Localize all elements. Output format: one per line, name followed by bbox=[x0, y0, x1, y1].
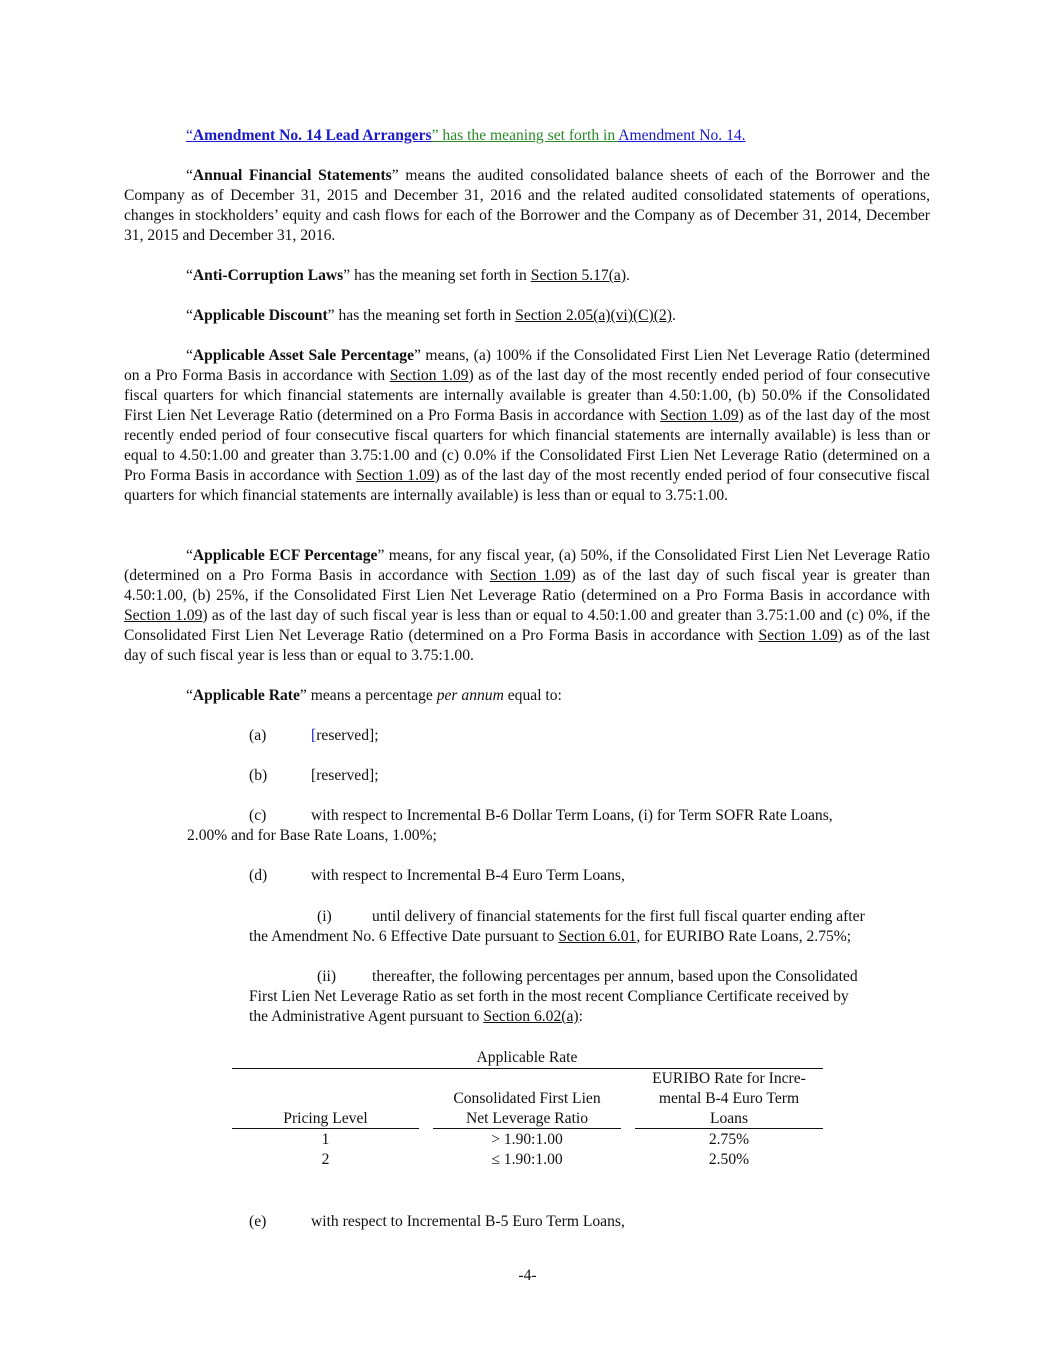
clause-text: with respect to Incremental B-4 Euro Term Loans, bbox=[311, 867, 625, 884]
clause-label: (b) bbox=[249, 767, 268, 784]
definition-amendment-14-lead-arrangers bbox=[124, 126, 930, 146]
table-cell-level: 1 bbox=[321, 1131, 330, 1148]
term-applicable-asset-sale-percentage: Applicable Asset Sale Percentage bbox=[192, 347, 415, 364]
clause-label: (a) bbox=[249, 727, 267, 744]
page-number: -4- bbox=[518, 1267, 537, 1284]
period: . bbox=[626, 267, 630, 284]
clause-text: with respect to Incremental B-6 Dollar Term Loans, (i) for Term SOFR Rate Loans, bbox=[311, 807, 833, 824]
clause-label: (c) bbox=[249, 807, 267, 824]
definition-text: ” means, for any fiscal year, (a) 50%, if the Consolidated First Lien Net Leverage Ratio (determined on a Pro Forma Basis in accordance with bbox=[124, 547, 930, 584]
section-1-09-ref[interactable]: Section 1.09 bbox=[124, 607, 203, 624]
section-2-05-ref[interactable]: Section 2.05(a)(vi)(C)(2) bbox=[515, 307, 672, 324]
definition-text: equal to: bbox=[503, 687, 562, 704]
section-6-01-ref[interactable]: Section 6.01 bbox=[558, 928, 637, 945]
open-quote: “ bbox=[186, 347, 193, 364]
definition-applicable-asset-sale-percentage bbox=[124, 346, 930, 506]
clause-text: the Amendment No. 6 Effective Date pursuant to bbox=[249, 928, 559, 945]
header-ratio-line1: Consolidated First Lien bbox=[453, 1090, 601, 1107]
definition-text: ” has the meaning set forth in bbox=[327, 307, 516, 324]
table-cell-level: 2 bbox=[321, 1151, 330, 1168]
definition-applicable-discount bbox=[124, 306, 930, 326]
clause-text: with respect to Incremental B-5 Euro Term Loans, bbox=[311, 1213, 625, 1230]
definition-text: ) as of the last day of such fiscal year is less than or equal to 4.50:1.00 and greater than 3.75:1.00 and (c) 0%, if the Consolidated First Lien Net Leverage Ratio (determined on a Pro Forma Basis in accordance with bbox=[124, 607, 930, 644]
bracket-link[interactable]: [ bbox=[311, 727, 317, 744]
definition-text: ) as of the last day of such fiscal year is less than or equal to 3.75:1.00. bbox=[124, 627, 930, 664]
definition-text: ) as of the last day of the most recently ended period of four consecutive fiscal quarters for which financial statements are internally available) is less than or equal to 4.50:1.00 and greater than 3.75:1.00 and (c) 0.0% if the Consolidated First Lien Net Leverage Ratio (determined on a Pro Forma Basis in accordance with bbox=[124, 407, 931, 484]
term-applicable-rate: Applicable Rate bbox=[192, 687, 300, 704]
clause-text: reserved]; bbox=[316, 727, 379, 744]
header-rule bbox=[635, 1128, 823, 1129]
clause-text: until delivery of financial statements for the first full fiscal quarter ending after bbox=[372, 908, 865, 925]
definition-text: ” has the meaning set forth in bbox=[431, 127, 619, 144]
header-rule bbox=[232, 1128, 419, 1129]
table-cell-rate: 2.75% bbox=[708, 1131, 750, 1148]
definition-anti-corruption-laws bbox=[124, 266, 930, 286]
definition-text: ) as of the last day of such fiscal year is greater than 4.50:1.00, (b) 25%, if the Consolidated First Lien Net Leverage Ratio (determined on a Pro Forma Basis in accordance with bbox=[124, 567, 930, 604]
clause-c-continued: 2.00% and for Base Rate Loans, 1.00%; bbox=[187, 827, 437, 844]
definition-text: ” means a percentage bbox=[299, 687, 437, 704]
definition-applicable-ecf-percentage bbox=[124, 546, 930, 666]
table-cell-rate: 2.50% bbox=[708, 1151, 750, 1168]
clause-label: (d) bbox=[249, 867, 268, 884]
definition-text: ) as of the last day of the most recently ended period of four consecutive fiscal quarters for which financial statements are internally available) is less than or equal to 3.75:1.00. bbox=[124, 467, 930, 504]
table-cell-ratio: ≤ 1.90:1.00 bbox=[491, 1151, 563, 1168]
section-1-09-ref[interactable]: Section 1.09 bbox=[660, 407, 739, 424]
section-1-09-ref[interactable]: Section 1.09 bbox=[489, 567, 571, 584]
clause-text: the Administrative Agent pursuant to bbox=[249, 1008, 484, 1025]
per-annum-italic: per annum bbox=[436, 687, 504, 704]
header-rate-line3: Loans bbox=[709, 1110, 749, 1127]
table-caption: Applicable Rate bbox=[476, 1049, 578, 1066]
open-quote: “ bbox=[186, 167, 193, 184]
header-rate-line2: mental B-4 Euro Term bbox=[658, 1090, 800, 1107]
clause-d-ii-continued bbox=[249, 1007, 583, 1027]
definition-text: ” has the meaning set forth in bbox=[343, 267, 531, 284]
definition-applicable-rate bbox=[124, 686, 930, 706]
clause-label: (ii) bbox=[317, 968, 337, 985]
term-amendment-14-lead-arrangers[interactable]: Amendment No. 14 Lead Arrangers bbox=[192, 127, 432, 144]
definition-text: ” means, (a) 100% if the Consolidated First Lien Net Leverage Ratio (determined on a Pro Forma Basis in accordance with bbox=[124, 347, 930, 384]
term-applicable-ecf-percentage: Applicable ECF Percentage bbox=[192, 547, 378, 564]
clause-label: (i) bbox=[317, 908, 332, 925]
open-quote: “ bbox=[186, 547, 193, 564]
header-rate-line1: EURIBO Rate for Incre- bbox=[652, 1070, 806, 1087]
section-6-02a-ref[interactable]: Section 6.02(a) bbox=[483, 1008, 579, 1025]
clause-text: thereafter, the following percentages per annum, based upon the Consolidated bbox=[372, 968, 858, 985]
clause-d-i-continued bbox=[249, 927, 851, 947]
clause-d-ii-continued: First Lien Net Leverage Ratio as set forth in the most recent Compliance Certificate received by bbox=[249, 988, 849, 1005]
open-quote: “ bbox=[186, 127, 193, 144]
definition-text: ) as of the last day of the most recently ended period of four consecutive fiscal quarters for which financial statements are internally available is greater than 4.50:1.00, (b) 50.0% if the Consolidated First Lien Net Leverage Ratio (determined on a Pro Forma Basis in accordance with bbox=[124, 367, 930, 424]
term-anti-corruption-laws: Anti-Corruption Laws bbox=[192, 267, 344, 284]
definition-text: ” means the audited consolidated balance sheets of each of the Borrower and the Company as of December 31, 2015 and December 31, 2016 and the related audited consolidated statements of operations, changes in stockholders’ equity and cash flows for each of the Borrower and the Company as of December 31, 2014, December 31, 2015 and December 31, 2016. bbox=[124, 167, 930, 244]
clause-text: , for EURIBO Rate Loans, 2.75%; bbox=[636, 928, 852, 945]
header-pricing-level: Pricing Level bbox=[283, 1110, 368, 1127]
definition-annual-financial-statements bbox=[124, 166, 930, 246]
amendment-14-link[interactable]: Amendment No. 14. bbox=[618, 127, 746, 144]
open-quote: “ bbox=[186, 687, 193, 704]
section-5-17a-ref[interactable]: Section 5.17(a) bbox=[530, 267, 627, 284]
clause-text: [reserved]; bbox=[311, 767, 379, 784]
clause-label: (e) bbox=[249, 1213, 267, 1230]
term-applicable-discount: Applicable Discount bbox=[192, 307, 328, 324]
term-annual-financial-statements: Annual Financial Statements bbox=[192, 167, 392, 184]
section-1-09-ref[interactable]: Section 1.09 bbox=[356, 467, 435, 484]
clause-text: : bbox=[578, 1008, 583, 1025]
period: . bbox=[671, 307, 676, 324]
table-cell-ratio: > 1.90:1.00 bbox=[491, 1131, 563, 1148]
open-quote: “ bbox=[186, 307, 193, 324]
header-ratio-line2: Net Leverage Ratio bbox=[465, 1110, 589, 1127]
section-1-09-ref[interactable]: Section 1.09 bbox=[758, 627, 838, 644]
open-quote: “ bbox=[186, 267, 193, 284]
section-1-09-ref[interactable]: Section 1.09 bbox=[389, 367, 469, 384]
header-rule bbox=[433, 1128, 621, 1129]
